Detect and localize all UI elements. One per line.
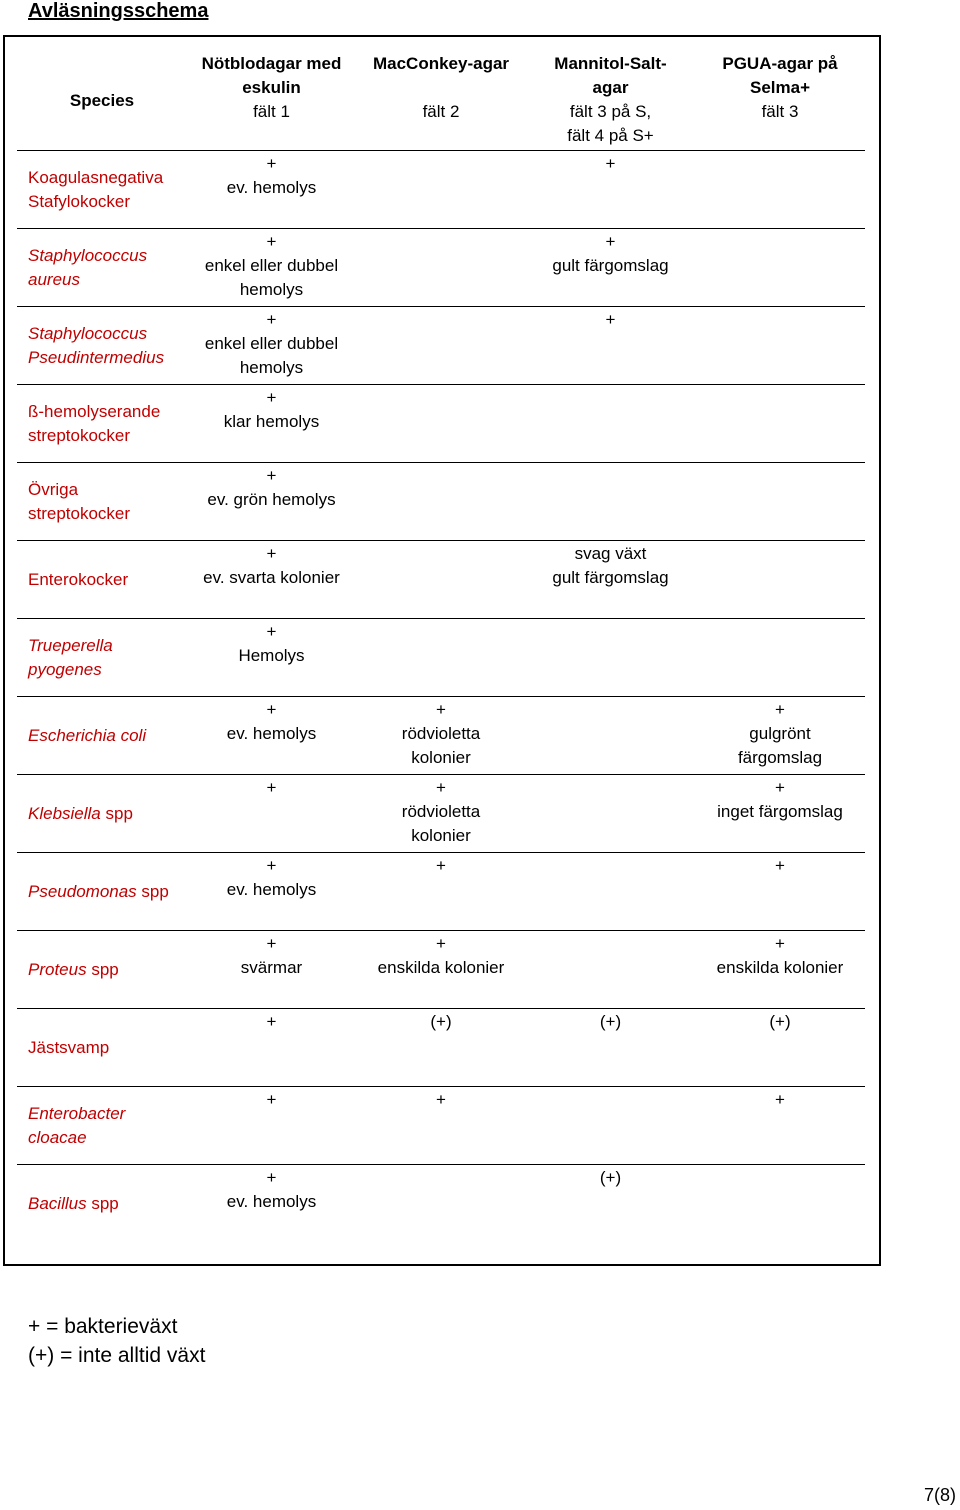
result-line: gult färgomslag	[552, 256, 669, 275]
table-row	[17, 463, 865, 541]
column-name-line	[356, 76, 526, 100]
table-row	[17, 385, 865, 463]
result-line: kolonier	[411, 748, 471, 767]
species-name-line	[28, 880, 187, 904]
reading-schedule-table	[17, 52, 865, 1243]
species-name-line	[28, 1102, 187, 1126]
result-line: enskilda kolonier	[377, 958, 505, 977]
result-cell	[526, 541, 695, 619]
table-row	[17, 1009, 865, 1087]
result-line: ev. grön hemolys	[207, 490, 336, 509]
result-cell	[526, 229, 695, 307]
result-line: hemolys	[239, 280, 304, 299]
result-cell	[187, 541, 356, 619]
result-line: färgomslag	[737, 748, 823, 767]
result-line: +	[775, 934, 785, 953]
result-cell	[526, 1165, 695, 1243]
result-line: +	[266, 1012, 277, 1031]
species-name-text: Pseudintermedius	[28, 347, 165, 367]
species-name-line	[28, 244, 187, 268]
result-cell	[695, 541, 865, 619]
species-name-line	[28, 400, 187, 424]
result-cell	[695, 151, 865, 229]
species-name-line	[28, 268, 187, 292]
result-line: inget färgomslag	[717, 802, 843, 821]
species-name-line	[28, 346, 187, 370]
species-name-text: aureus	[28, 269, 80, 289]
result-cell	[356, 1087, 526, 1165]
result-cell	[356, 775, 526, 853]
result-cell	[526, 463, 695, 541]
result-line: +	[266, 310, 277, 329]
result-line: +	[436, 700, 446, 719]
result-cell	[356, 385, 526, 463]
species-name-text: cloacae	[28, 1127, 87, 1147]
result-cell	[356, 931, 526, 1009]
species-name-text: Pseudomonas	[28, 881, 137, 901]
table-row	[17, 931, 865, 1009]
result-cell	[695, 775, 865, 853]
species-name-suffix: spp	[136, 881, 169, 901]
species-name	[17, 1009, 187, 1087]
table-row	[17, 151, 865, 229]
result-cell	[526, 307, 695, 385]
species-name-suffix: spp	[86, 1193, 119, 1213]
species-name-text: Jästsvamp	[28, 1037, 110, 1057]
species-name-text: Stafylokocker	[28, 191, 131, 211]
result-cell	[526, 931, 695, 1009]
result-cell	[356, 151, 526, 229]
result-line: (+)	[599, 1168, 622, 1187]
result-line: svärmar	[240, 958, 303, 977]
species-name-line	[28, 958, 187, 982]
header-row	[17, 52, 865, 151]
result-line: +	[436, 856, 446, 875]
result-cell	[356, 541, 526, 619]
result-cell	[695, 229, 865, 307]
result-line: +	[775, 778, 785, 797]
result-cell	[526, 1009, 695, 1087]
result-line: +	[436, 1090, 446, 1109]
result-cell	[187, 697, 356, 775]
species-name-text: streptokocker	[28, 425, 131, 445]
result-line: +	[266, 388, 277, 407]
result-line: +	[605, 310, 616, 329]
column-name-line: eskulin	[242, 78, 301, 97]
result-line: +	[775, 1090, 785, 1109]
result-line: +	[266, 700, 277, 719]
species-name-suffix: spp	[100, 803, 133, 823]
table-row	[17, 1087, 865, 1165]
result-line: +	[266, 1168, 277, 1187]
species-name	[17, 697, 187, 775]
column-name-line: PGUA-agar på	[722, 54, 838, 73]
column-header-pgua	[695, 52, 865, 151]
result-cell	[695, 463, 865, 541]
legend	[28, 1312, 205, 1370]
column-name-line: Mannitol-Salt-	[554, 54, 667, 73]
result-line: +	[266, 544, 277, 563]
column-field-line: fält 3	[761, 102, 799, 121]
result-cell	[526, 151, 695, 229]
species-name-line	[28, 634, 187, 658]
result-line: +	[266, 1090, 277, 1109]
table-row	[17, 307, 865, 385]
result-cell	[187, 1165, 356, 1243]
result-line: +	[266, 856, 277, 875]
result-line: +	[266, 232, 277, 251]
result-cell	[695, 931, 865, 1009]
result-line: ev. hemolys	[226, 178, 317, 197]
species-name-text: Trueperella	[28, 635, 113, 655]
species-name-line	[28, 190, 187, 214]
result-cell	[356, 229, 526, 307]
table-row	[17, 1165, 865, 1243]
result-line: klar hemolys	[223, 412, 320, 431]
result-line: (+)	[599, 1012, 622, 1031]
column-name-line: agar	[592, 78, 629, 97]
species-name-text: Staphylococcus	[28, 323, 148, 343]
result-line: rödvioletta	[401, 724, 481, 743]
result-cell	[356, 307, 526, 385]
species-name-line	[28, 1036, 187, 1060]
species-name-text: Escherichia coli	[28, 725, 147, 745]
result-cell	[356, 853, 526, 931]
column-header-mannitol-salt	[526, 52, 695, 151]
result-cell	[356, 697, 526, 775]
species-name-text: Bacillus	[28, 1193, 87, 1213]
species-name	[17, 385, 187, 463]
result-line: +	[436, 934, 446, 953]
result-cell	[187, 307, 356, 385]
result-line: +	[436, 778, 446, 797]
result-cell	[187, 1009, 356, 1087]
result-line: +	[266, 154, 277, 173]
result-cell	[526, 697, 695, 775]
result-cell	[526, 619, 695, 697]
species-name-text: Staphylococcus	[28, 245, 148, 265]
result-line: +	[775, 700, 785, 719]
species-name	[17, 541, 187, 619]
species-name-line	[28, 568, 187, 592]
result-line: +	[266, 466, 277, 485]
species-name-line	[28, 724, 187, 748]
result-cell	[187, 463, 356, 541]
column-field-line: fält 1	[253, 102, 290, 121]
result-cell	[187, 853, 356, 931]
result-cell	[695, 619, 865, 697]
species-name-line	[28, 322, 187, 346]
species-name-text: ß-hemolyserande	[28, 401, 161, 421]
species-name-line	[28, 166, 187, 190]
species-name	[17, 775, 187, 853]
result-cell	[695, 1009, 865, 1087]
result-line: (+)	[430, 1012, 452, 1031]
result-line: svag växt	[574, 544, 647, 563]
species-name	[17, 463, 187, 541]
species-name	[17, 853, 187, 931]
result-cell	[187, 229, 356, 307]
table-row	[17, 775, 865, 853]
species-name-text: Klebsiella	[28, 803, 101, 823]
result-cell	[695, 697, 865, 775]
result-line: ev. hemolys	[226, 880, 317, 899]
species-name-line	[28, 1192, 187, 1216]
result-cell	[187, 151, 356, 229]
result-cell	[356, 463, 526, 541]
result-cell	[526, 385, 695, 463]
result-line: +	[266, 622, 277, 641]
result-cell	[356, 1009, 526, 1087]
result-cell	[695, 853, 865, 931]
column-header-macconkey	[356, 52, 526, 151]
result-line: Hemolys	[238, 646, 305, 665]
result-line: (+)	[769, 1012, 791, 1031]
result-cell	[187, 775, 356, 853]
result-cell	[187, 385, 356, 463]
column-field-line: fält 4 på S+	[567, 126, 654, 145]
result-line: enkel eller dubbel	[204, 256, 339, 275]
result-line: enkel eller dubbel	[204, 334, 339, 353]
result-line: hemolys	[239, 358, 304, 377]
result-cell	[356, 1165, 526, 1243]
species-name-text: Proteus	[28, 959, 87, 979]
result-line: +	[266, 934, 277, 953]
species-name-line	[28, 424, 187, 448]
result-line: rödvioletta	[401, 802, 481, 821]
species-name-line	[28, 658, 187, 682]
result-cell	[526, 1087, 695, 1165]
column-header-notblodagar	[187, 52, 356, 151]
species-header: Species	[17, 52, 187, 151]
species-name-text: Enterokocker	[28, 569, 129, 589]
legend-not-always-growth: (+) = inte alltid växt	[28, 1344, 206, 1367]
result-line: +	[266, 778, 277, 797]
result-cell	[356, 619, 526, 697]
result-cell	[695, 1165, 865, 1243]
result-line: gulgrönt	[749, 724, 811, 743]
species-name-line	[28, 502, 187, 526]
column-name-line: Selma+	[749, 78, 810, 97]
species-name	[17, 931, 187, 1009]
result-cell	[187, 931, 356, 1009]
result-line: +	[605, 232, 616, 251]
table-row	[17, 541, 865, 619]
column-field-line: fält 3 på S,	[569, 102, 652, 121]
table-row	[17, 229, 865, 307]
result-cell	[526, 853, 695, 931]
table-row	[17, 853, 865, 931]
result-line: enskilda kolonier	[716, 958, 844, 977]
species-name	[17, 229, 187, 307]
page-number: 7(8)	[923, 1485, 956, 1505]
result-line: kolonier	[411, 826, 471, 845]
species-name-line	[28, 1126, 187, 1150]
species-name	[17, 1165, 187, 1243]
table-row	[17, 619, 865, 697]
result-cell	[187, 1087, 356, 1165]
species-name	[17, 307, 187, 385]
species-name-line	[28, 802, 187, 826]
species-name-suffix: spp	[86, 959, 119, 979]
result-line: ev. hemolys	[226, 724, 317, 743]
result-line: +	[775, 856, 785, 875]
species-name-text: streptokocker	[28, 503, 131, 523]
species-name-text: Koagulasnegativa	[28, 167, 164, 187]
result-cell	[526, 775, 695, 853]
species-rows	[17, 151, 865, 1243]
result-line: ev. svarta kolonier	[203, 568, 340, 587]
table-row	[17, 697, 865, 775]
result-cell	[695, 1087, 865, 1165]
species-name	[17, 1087, 187, 1165]
legend-growth: + = bakterieväxt	[28, 1315, 178, 1338]
result-line: +	[605, 154, 616, 173]
result-line: gult färgomslag	[552, 568, 669, 587]
species-name-text: Övriga	[28, 479, 79, 499]
column-field-line: fält 2	[422, 102, 460, 121]
result-cell	[187, 619, 356, 697]
result-cell	[695, 385, 865, 463]
species-name	[17, 619, 187, 697]
column-name-line: Nötblodagar med	[201, 54, 342, 73]
result-line: ev. hemolys	[226, 1192, 317, 1211]
page-title: Avläsningsschema	[28, 0, 209, 22]
species-name	[17, 151, 187, 229]
species-name-text: Enterobacter	[28, 1103, 126, 1123]
species-name-line	[28, 478, 187, 502]
species-name-text: pyogenes	[28, 659, 102, 679]
result-cell	[695, 307, 865, 385]
column-name-line: MacConkey-agar	[372, 54, 510, 73]
